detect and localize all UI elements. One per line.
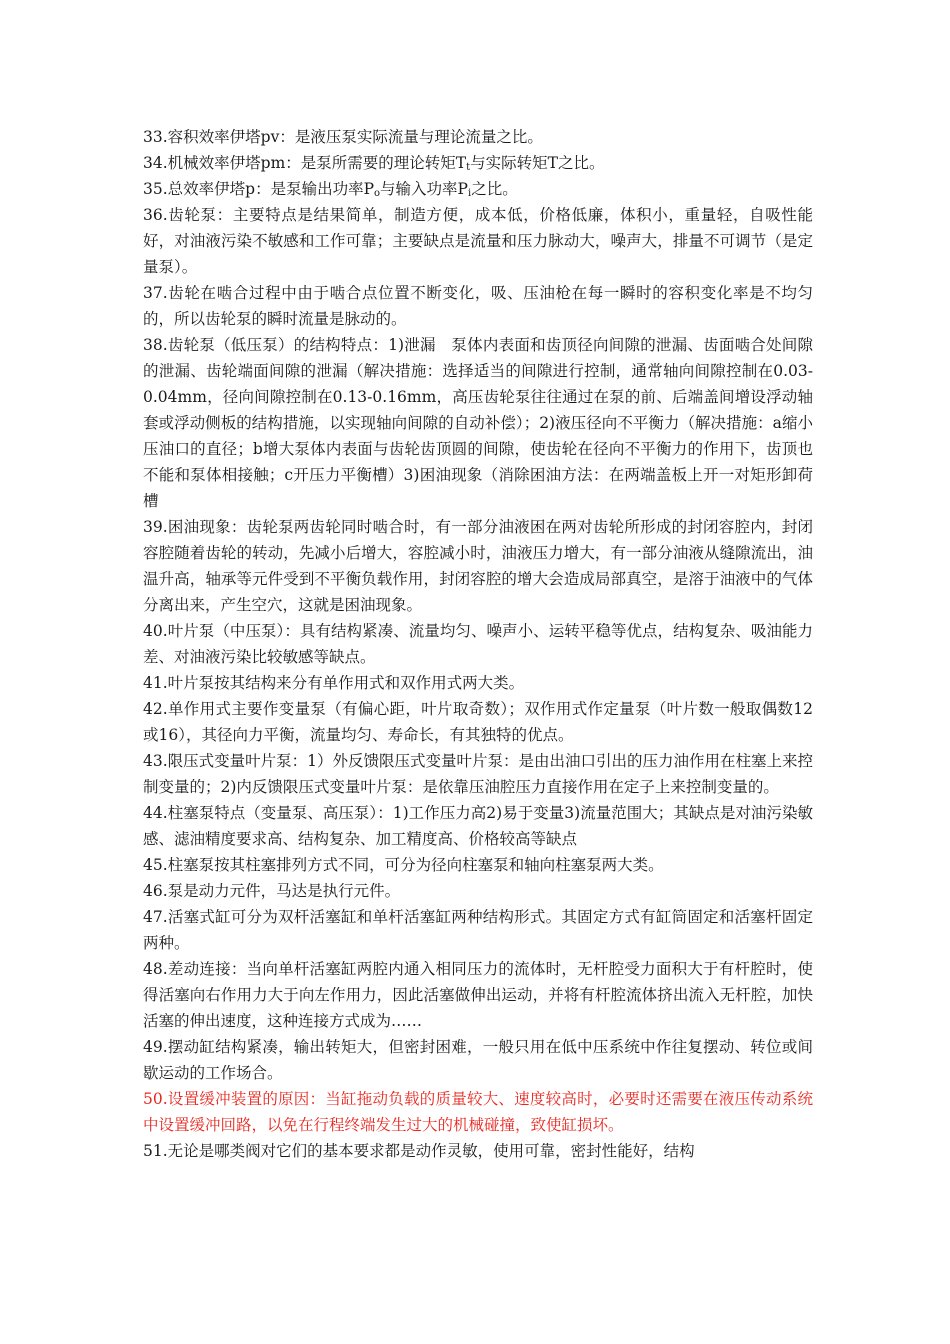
paragraph-text: 45.柱塞泵按其柱塞排列方式不同，可分为径向柱塞泵和轴向柱塞泵两大类。 [143, 856, 664, 874]
list-item [143, 150, 813, 176]
paragraph-text: 47.活塞式缸可分为双杆活塞缸和单杆活塞缸两种结构形式。其固定方式有缸筒固定和活塞杆固定两种。 [143, 908, 813, 952]
list-item [143, 878, 813, 904]
paragraph-text: 49.摆动缸结构紧凑，输出转矩大，但密封困难，一般只用在低中压系统中作往复摆动、转位或间歇运动的工作场合。 [143, 1038, 813, 1082]
document-body [143, 124, 813, 1164]
paragraph-text: 48.差动连接：当向单杆活塞缸两腔内通入相同压力的流体时，无杆腔受力面积大于有杆腔时，使得活塞向右作用力大于向左作用力，因此活塞做伸出运动，并将有杆腔流体挤出流入无杆腔，加快活塞的伸出速度，这种连接方式成为…… [143, 960, 813, 1030]
paragraph-text: 与输入功率P [380, 180, 468, 198]
paragraph-text: 之比。 [471, 180, 518, 198]
list-item [143, 1034, 813, 1086]
list-item [143, 670, 813, 696]
paragraph-text: 与实际转矩T之比。 [470, 154, 605, 172]
paragraph-text: 42.单作用式主要作变量泵（有偏心距，叶片取奇数）；双作用式作定量泵（叶片数一般取偶数12或16），其径向力平衡，流量均匀、寿命长，有其独特的优点。 [143, 700, 813, 744]
paragraph-text: 40.叶片泵（中压泵）：具有结构紧凑、流量均匀、噪声小、运转平稳等优点，结构复杂、吸油能力差、对油液污染比较敏感等缺点。 [143, 622, 813, 666]
list-item [143, 956, 813, 1034]
paragraph-text: 51.无论是哪类阀对它们的基本要求都是动作灵敏，使用可靠，密封性能好，结构 [143, 1142, 695, 1160]
subscript-text: i [467, 188, 472, 199]
list-item [143, 1138, 813, 1164]
list-item [143, 852, 813, 878]
list-item [143, 800, 813, 852]
subscript-text: o [374, 188, 381, 199]
paragraph-text: 39.困油现象：齿轮泵两齿轮同时啮合时，有一部分油液困在两对齿轮所形成的封闭容腔内，封闭容腔随着齿轮的转动，先减小后增大，容腔减小时，油液压力增大，有一部分油液从缝隙流出，油温升高，轴承等元件受到不平衡负载作用，封闭容腔的增大会造成局部真空，是溶于油液中的气体分离出来，产生空穴，这就是困油现象。 [143, 518, 813, 614]
paragraph-text: 50.设置缓冲装置的原因：当缸拖动负载的质量较大、速度较高时，必要时还需要在液压传动系统中设置缓冲回路，以免在行程终端发生过大的机械碰撞，致使缸损坏。 [143, 1090, 813, 1134]
list-item [143, 618, 813, 670]
paragraph-text: 46.泵是动力元件，马达是执行元件。 [143, 882, 401, 900]
list-item [143, 176, 813, 202]
list-item [143, 202, 813, 280]
paragraph-text: 34.机械效率伊塔pm：是泵所需要的理论转矩T [143, 154, 467, 172]
list-item [143, 514, 813, 618]
paragraph-text: 33.容积效率伊塔pv：是液压泵实际流量与理论流量之比。 [143, 128, 543, 146]
paragraph-text: 37.齿轮在啮合过程中由于啮合点位置不断变化，吸、压油枪在每一瞬时的容积变化率是不均匀的，所以齿轮泵的瞬时流量是脉动的。 [143, 284, 813, 328]
paragraph-text: 38.齿轮泵（低压泵）的结构特点：1)泄漏 泵体内表面和齿顶径向间隙的泄漏、齿面啮合处间隙的泄漏、齿轮端面间隙的泄漏（解决措施：选择适当的间隙进行控制，通常轴向间隙控制在0.03-0.04mm，径向间隙控制在0.13-0.16mm，高压齿轮泵往往通过在泵的前、后端盖间增设浮动轴套或浮动侧板的结构措施，以实现轴向间隙的自动补偿）；2)液压径向不平衡力（解决措施：a缩小压油口的直径；b增大泵体内表面与齿轮齿顶圆的间隙，使齿轮在径向不平衡力的作用下，齿顶也不能和泵体相接触；c开压力平衡槽）3)困油现象（消除困油方法：在两端盖板上开一对矩形卸荷槽 [143, 336, 813, 510]
list-item [143, 748, 813, 800]
paragraph-text: 44.柱塞泵特点（变量泵、高压泵）：1)工作压力高2)易于变量3)流量范围大；其缺点是对油污染敏感、滤油精度要求高、结构复杂、加工精度高、价格较高等缺点 [143, 804, 813, 848]
paragraph-text: 41.叶片泵按其结构来分有单作用式和双作用式两大类。 [143, 674, 525, 692]
highlighted-paragraph [143, 1086, 813, 1138]
list-item [143, 332, 813, 514]
list-item [143, 280, 813, 332]
paragraph-text: 36.齿轮泵：主要特点是结果简单，制造方便，成本低，价格低廉，体积小，重量轻，自吸性能好，对油液污染不敏感和工作可靠；主要缺点是流量和压力脉动大，噪声大，排量不可调节（是定量泵）。 [143, 206, 813, 276]
list-item [143, 124, 813, 150]
subscript-text: t [466, 162, 471, 173]
paragraph-text: 43.限压式变量叶片泵：1）外反馈限压式变量叶片泵：是由出油口引出的压力油作用在柱塞上来控制变量的；2)内反馈限压式变量叶片泵：是依靠压油腔压力直接作用在定子上来控制变量的。 [143, 752, 814, 796]
paragraph-text: 35.总效率伊塔p：是泵输出功率P [143, 180, 375, 198]
list-item [143, 696, 813, 748]
list-item [143, 904, 813, 956]
